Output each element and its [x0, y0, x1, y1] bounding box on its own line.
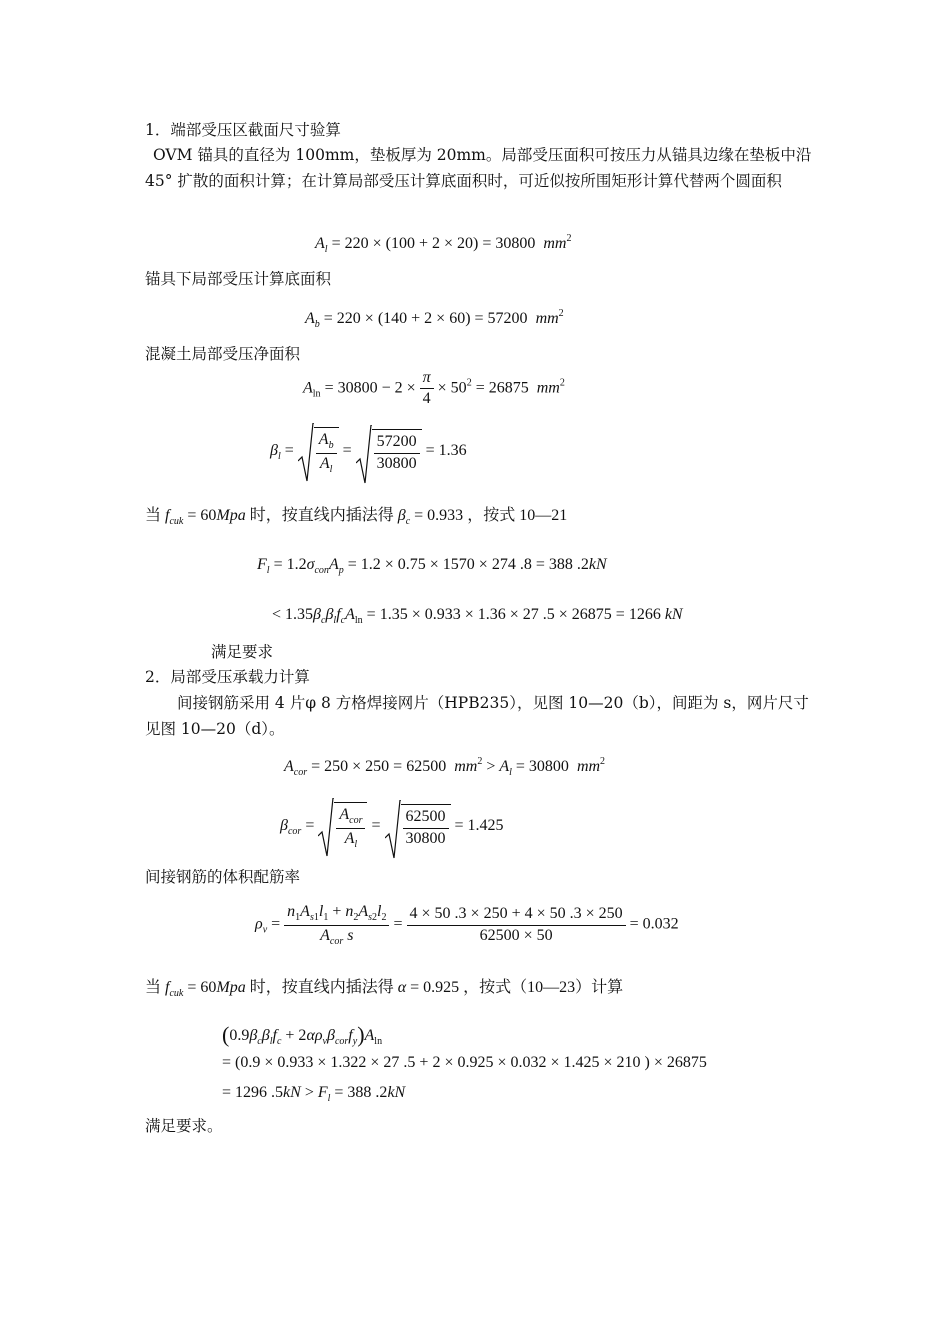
section-1-heading: 1．端部受压区截面尺寸验算: [145, 121, 341, 139]
acor-calc: = 250 × 250 = 62500: [311, 758, 447, 775]
formula-rho-v: $\rho_v$ = $\frac{n_1A_{s1}l_1 + n_2A_{s2}l_2}{A_{cor} s}$ = $\frac{4 \times 50 .3 \times 250 + 4 \times 50 .3 \times 250}{62500 \times 50}$ = 0.032: [255, 903, 679, 947]
ab-calc: = 220 × (140 + 2 × 60) = 57200: [323, 310, 528, 327]
formula-ab: $A_b = 220 \times (140 + 2 \times 60) = 57200$ $mm^2$: [305, 308, 564, 330]
pi-over-4-fraction: [420, 368, 434, 410]
unit-mm: mm: [536, 379, 560, 397]
ab-numerator: 57200: [374, 432, 420, 453]
al-denominator: 30800: [405, 829, 446, 847]
al-calc: = 220 × (100 + 2 × 20) = 30800: [331, 235, 536, 252]
al-value: = 30800: [515, 758, 569, 775]
beta-cor-result: = 1.425: [454, 817, 504, 835]
rho-numerator: 4 × 50 .3 × 250 + 4 × 50 .3 × 250: [407, 904, 626, 925]
fcuk-value: = 60: [187, 507, 217, 524]
beta-c-value: = 0.933: [414, 507, 464, 524]
radical-sign: [298, 423, 314, 483]
radical-sign: [356, 425, 372, 485]
aln-calc-c: = 26875: [475, 379, 529, 397]
fl-value: = 388 .2: [334, 1084, 388, 1101]
formula-acor: $A_{cor} = 250 \times 250 = 62500$ $mm^2 > A_l = 30800$ $mm^2$: [284, 756, 606, 778]
numeric-fraction: [374, 432, 420, 474]
sqrt-numeric: [356, 429, 422, 474]
capacity-line-1: $(0.9\beta_c\beta_lf_c + 2\alpha\rho_v\beta_{cor}f_y)A_{ln}$: [222, 1022, 383, 1047]
condition-line-1: 当 $f_{cuk} = 60Mpa$ 时，按直线内插法得 $\beta_c = 0.933$ ，按式 10—21: [145, 507, 568, 527]
aln-calc-a: = 30800 − 2 ×: [324, 379, 416, 397]
cond1-prefix: 当: [145, 507, 162, 524]
formula-beta-cor: $\beta_{cor}$ = $\frac{A_{cor}}{A_l}$ = $\frac{62500}{30800}$ = 1.425: [280, 802, 504, 851]
acor-numerator: 62500: [403, 807, 449, 828]
rho-denominator: 62500 × 50: [479, 926, 553, 944]
radical-sign: [318, 798, 334, 858]
unit-mpa: Mpa: [216, 507, 246, 524]
unit-kn: kN: [387, 1084, 406, 1101]
capacity-line-3: = 1296 $.5kN > F_l = 388$ .2kN: [222, 1084, 406, 1104]
acor-over-al-fraction: $\frac{A_{cor}}{A_l}$: [336, 805, 365, 851]
capacity-line-2: = (0.9 × 0.933 × 1.322 × 27 .5 + 2 × 0.925 × 0.032 × 1.425 × 210 ) × 26875: [222, 1054, 707, 1071]
condition-line-2: 当 $f_{cuk} = 60Mpa$ 时，按直线内插法得 α = 0.925 ，按式（10—23）计算: [145, 979, 624, 999]
formula-check-1: < $1.35\beta_c\beta_lf_cA_{ln} = 1.35 \times 0.933 \times 1.36 \times 27$ .5 × 26875 = 1266 kN: [272, 606, 683, 626]
unit-sq: 2: [566, 233, 572, 244]
al-denominator: 30800: [376, 454, 417, 472]
satisfied-2: 满足要求。: [145, 1117, 223, 1135]
rho-result: = 0.032: [629, 915, 679, 933]
label-rho: 间接钢筋的体积配筋率: [145, 868, 301, 886]
satisfied-1: 满足要求: [211, 643, 274, 661]
beta-l-result: = 1.36: [425, 442, 467, 460]
alpha-value: = 0.925: [410, 979, 460, 996]
cond2-prefix: 当: [145, 979, 162, 996]
cond1-mid: 时，按直线内插法得: [249, 507, 394, 524]
unit-kn: kN: [588, 556, 607, 573]
check1-calc: = 1.35 × 0.933 × 1.36 × 27 .5 × 26875 = 1266: [366, 606, 661, 623]
formula-aln: $A_{ln} = 30800 - 2$ × $\frac{\pi}{4}$ × $50^2 = 26875$ $mm^2$: [303, 368, 565, 410]
fl-calc: = 1.2 × 0.75 × 1570 × 274 .8 = 388 .2: [347, 556, 589, 573]
cond2-suffix: ，按式（10—23）计算: [463, 979, 624, 996]
unit-mm: mm: [535, 310, 559, 327]
unit-sq: 2: [600, 756, 606, 767]
label-aln: 混凝土局部受压净面积: [145, 345, 301, 363]
unit-sq: 2: [559, 377, 565, 389]
unit-mpa: Mpa: [216, 979, 246, 996]
section-2-heading: 2．局部受压承载力计算: [145, 668, 310, 686]
formula-al: $A_l = 220 \times (100 + 2 \times 20) = 30800$ $mm^2$: [315, 233, 572, 255]
sqrt-numeric-cor: [385, 804, 451, 849]
sqrt-ab-over-al: [298, 427, 339, 476]
cap-result: = 1296 .5: [222, 1084, 284, 1101]
section-2-intro: 间接钢筋采用 4 片φ 8 方格焊接网片（HPB235），见图 10—20（b），间距为 s，网片尺寸见图 10—20（d）。: [145, 694, 809, 738]
fcuk-value: = 60: [187, 979, 217, 996]
cond1-suffix: ，按式 10—21: [467, 507, 568, 524]
cond2-mid: 时，按直线内插法得: [249, 979, 394, 996]
unit-kn: kN: [283, 1084, 301, 1101]
unit-mm: mm: [454, 758, 478, 775]
radical-sign: [385, 800, 401, 860]
numeric-fraction-cor: [403, 807, 449, 849]
label-ab: 锚具下局部受压计算底面积: [145, 270, 332, 288]
sqrt-acor-over-al: [318, 802, 367, 851]
unit-mm: mm: [576, 758, 601, 775]
fraction-denominator: 4: [422, 390, 431, 408]
rho-numeric-fraction: [407, 904, 626, 946]
pi-symbol: π: [422, 369, 431, 386]
formula-beta-l: $\beta_l$ = $\frac{A_b}{A_l}$ = $\frac{57200}{30800}$ = 1.36: [270, 427, 467, 476]
ab-over-al-fraction: $\frac{A_b}{A_l}$: [316, 430, 337, 476]
aln-calc-b: × 50: [437, 379, 467, 397]
unit-sq: 2: [466, 377, 472, 389]
formula-fl: $F_l = 1.2\sigma_{con}A_p = 1.2 \times 0.75 \times 1570 \times 274$ .8 = 388 .2kN: [257, 556, 607, 576]
unit-mm: mm: [543, 235, 567, 252]
unit-sq: 2: [558, 308, 564, 319]
rho-symbolic-fraction: $\frac{n_1A_{s1}l_1 + n_2A_{s2}l_2}{A_{cor} s}$: [284, 902, 389, 948]
unit-sq: 2: [477, 756, 483, 767]
unit-kn: kN: [664, 606, 683, 623]
section-1-intro: OVM 锚具的直径为 100mm，垫板厚为 20mm。局部受压面积可按压力从锚具边缘在垫板中沿 45° 扩散的面积计算；在计算局部受压计算底面积时，可近似按所围矩形计算代替两个圆面积: [145, 146, 812, 190]
